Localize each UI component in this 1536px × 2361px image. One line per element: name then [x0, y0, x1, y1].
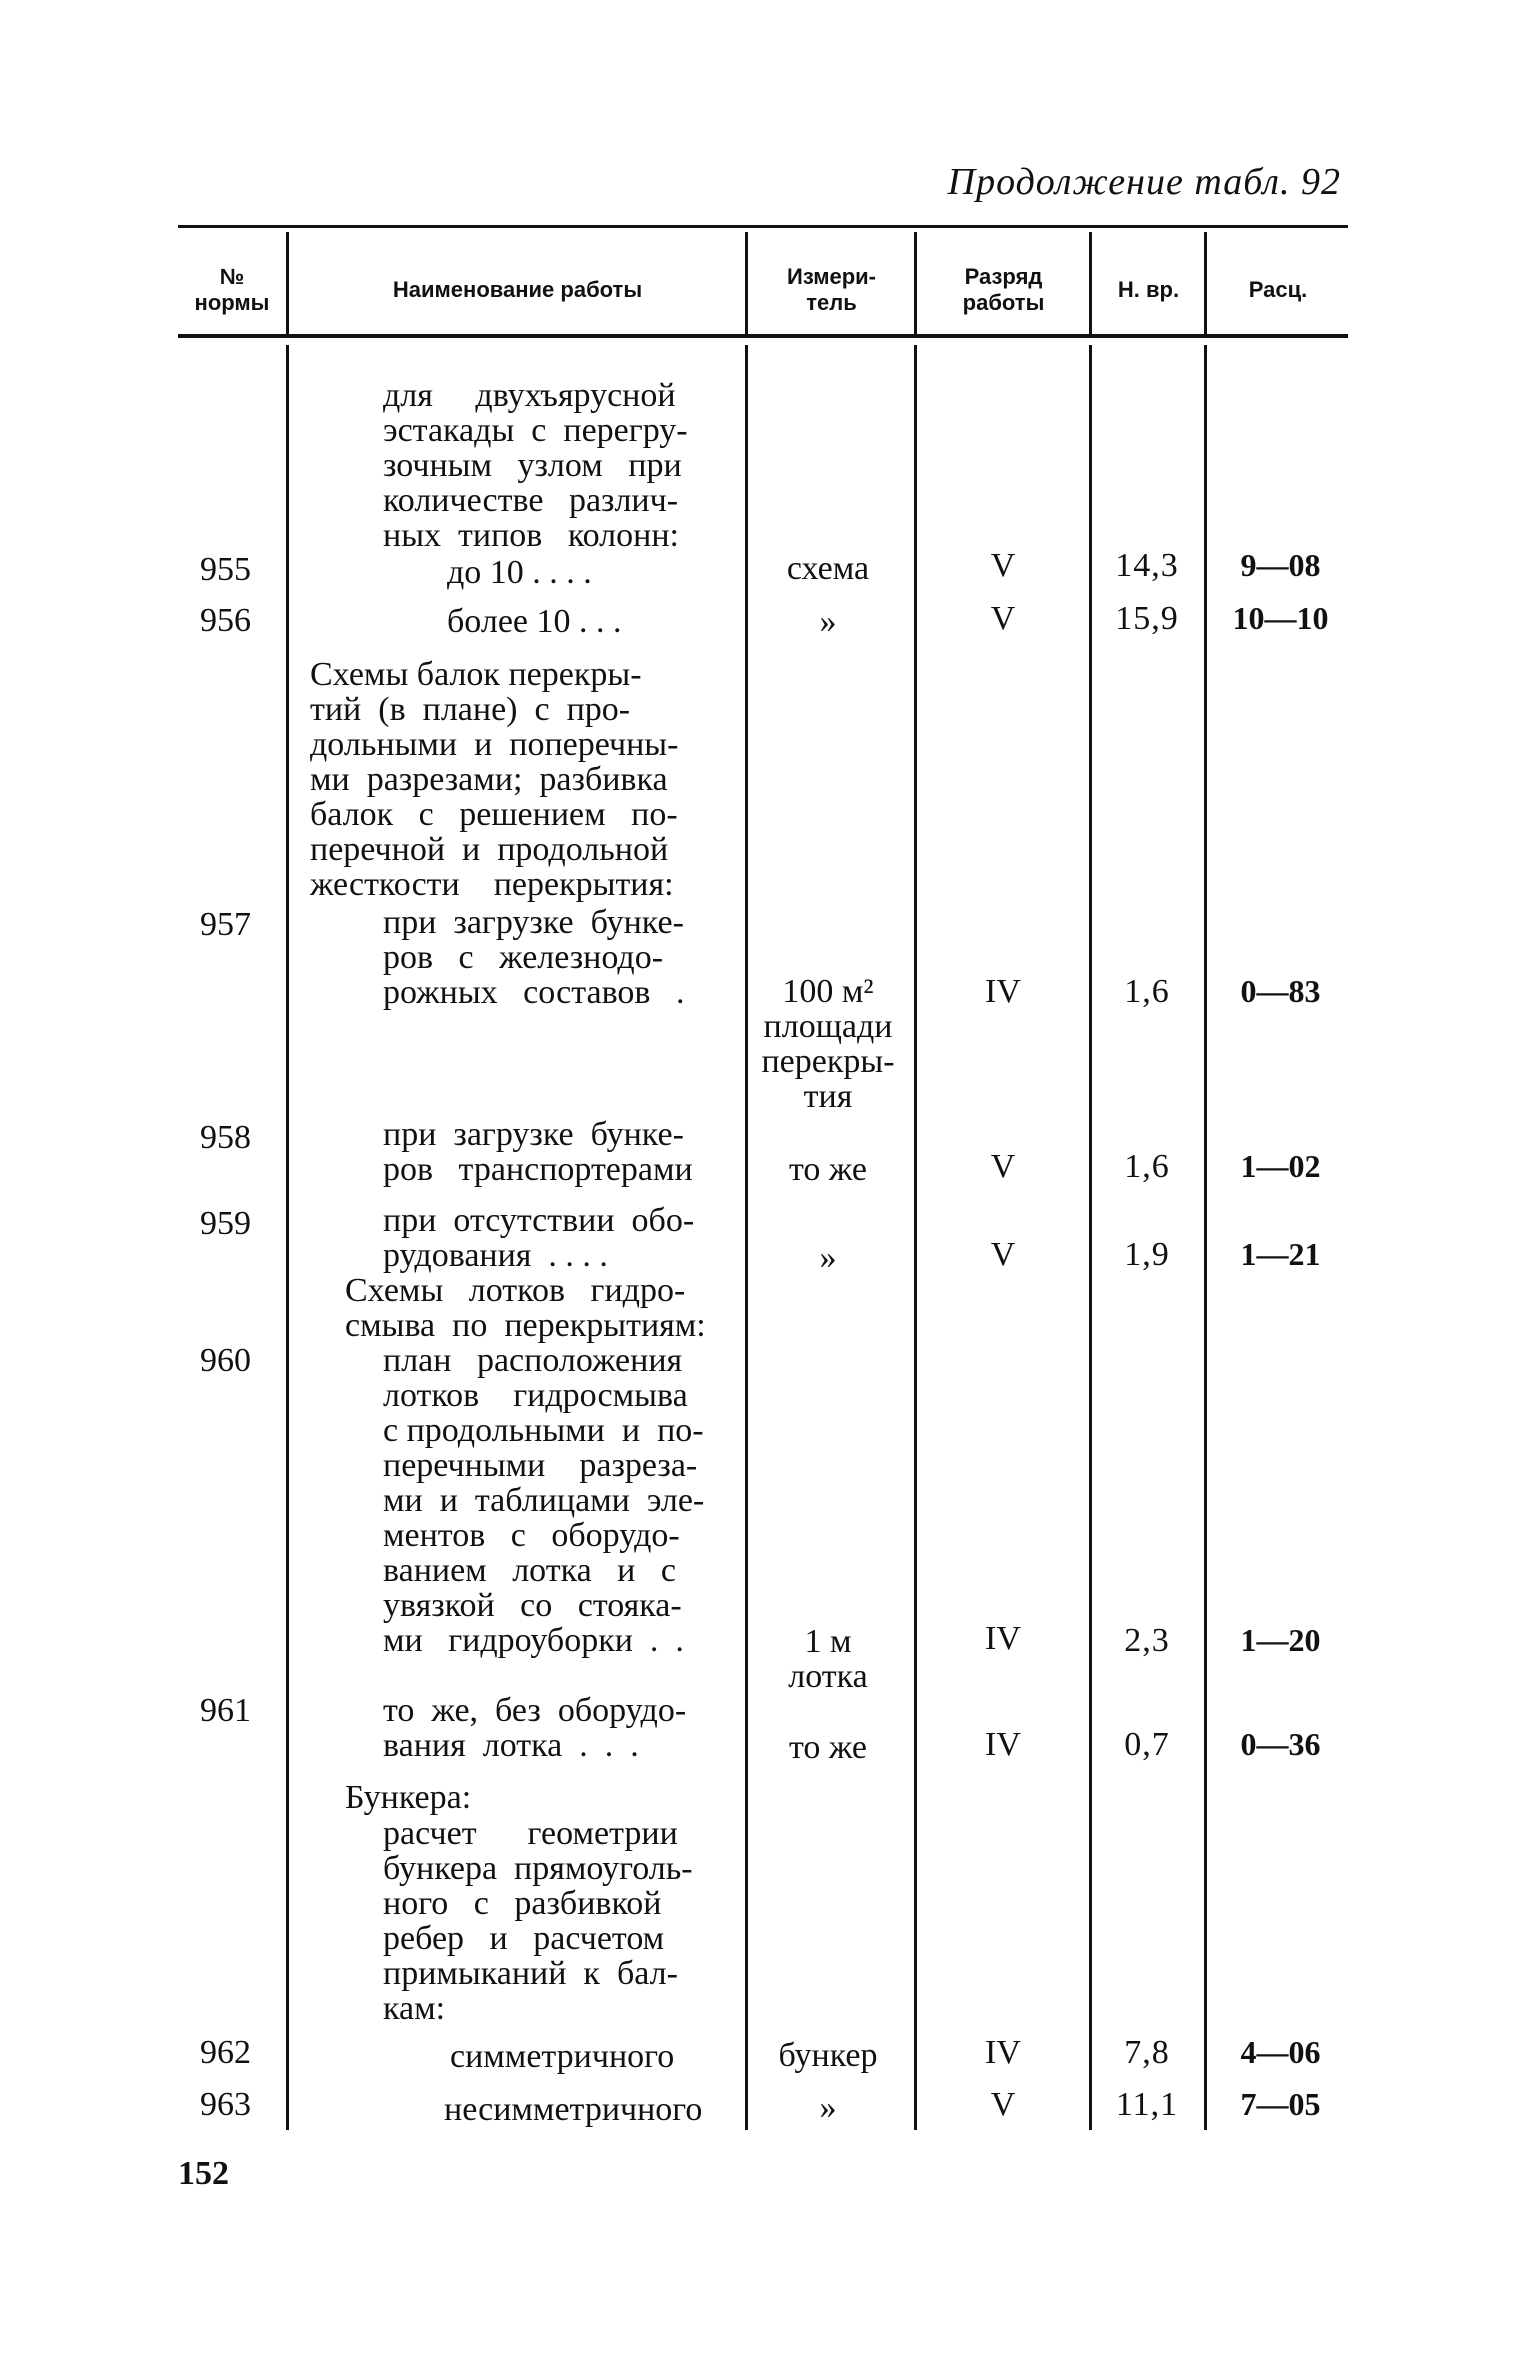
text-block: для двухъярусной эстакады с перегру- зочным узлом при количестве различ- ных типов колонн:: [383, 377, 688, 554]
category: V: [990, 547, 1016, 584]
text-block: Бункера:: [345, 1779, 472, 1816]
text-block: расчет геометрии бункера прямоуголь- ного с разбивкой ребер и расчетом примыканий к бал- кам:: [383, 1815, 693, 2027]
rate: 1—20: [1240, 1622, 1321, 1658]
header-name: Наименование работы: [392, 277, 643, 302]
norm-number: 959: [200, 1205, 251, 1242]
measure: 100 м² площади перекры- тия: [761, 973, 895, 1115]
category: IV: [985, 2034, 1021, 2071]
rate: 1—02: [1240, 1148, 1321, 1184]
text-block: Схемы балок перекры- тий (в плане) с про- дольными и поперечны- ми разрезами; разбивка балок с решением по- перечной и продольной жесткости перекрытия:: [310, 656, 679, 903]
category: IV: [985, 973, 1021, 1010]
time-norm: 14,3: [1115, 547, 1179, 584]
col-line: [286, 345, 289, 2130]
work-name: при отсутствии обо- рудования . . . .: [383, 1202, 695, 1274]
time-norm: 1,9: [1124, 1236, 1170, 1273]
rate: 0—36: [1240, 1726, 1321, 1762]
header-norm: Н. вр.: [1117, 277, 1180, 302]
norm-number: 957: [200, 906, 251, 943]
time-norm: 2,3: [1124, 1622, 1170, 1659]
col-line: [286, 232, 289, 335]
time-norm: 11,1: [1115, 2086, 1179, 2123]
work-name: симметричного: [450, 2038, 675, 2075]
norm-number: 955: [200, 551, 251, 588]
category: IV: [985, 1620, 1021, 1657]
time-norm: 0,7: [1124, 1726, 1170, 1763]
measure: бункер: [778, 2037, 878, 2074]
measure: »: [819, 1239, 837, 1276]
rate: 0—83: [1240, 973, 1321, 1009]
measure: то же: [788, 1151, 868, 1188]
col-line: [1089, 232, 1092, 335]
category: V: [990, 1236, 1016, 1273]
work-name: при загрузке бунке- ров с железнодо- рожных составов .: [383, 904, 685, 1011]
col-line: [914, 232, 917, 335]
category: IV: [985, 1726, 1021, 1763]
top-rule: [178, 225, 1348, 228]
rate: 9—08: [1240, 547, 1321, 583]
category: V: [990, 600, 1016, 637]
col-line: [1204, 345, 1207, 2130]
norm-number: 961: [200, 1692, 251, 1729]
category: V: [990, 1148, 1016, 1185]
measure: 1 м лотка: [788, 1623, 868, 1695]
col-line: [1204, 232, 1207, 335]
rate: 1—21: [1240, 1236, 1321, 1272]
work-name: до 10 . . . .: [447, 554, 592, 591]
header-num: № нормы: [194, 264, 270, 315]
work-name: план расположения лотков гидросмыва с продольными и по- перечными разреза- ми и таблицами эле- ментов с оборудо- ванием лотка и с увязкой со стояка- ми гидроуборки . .: [383, 1342, 705, 1659]
header-rate: Расц.: [1248, 277, 1308, 302]
page-number: 152: [178, 2155, 229, 2192]
norm-number: 963: [200, 2086, 251, 2123]
header-category: Разряд работы: [962, 264, 1045, 315]
rate: 7—05: [1240, 2086, 1321, 2122]
work-name: при загрузке бунке- ров транспортерами: [383, 1116, 693, 1188]
time-norm: 15,9: [1115, 600, 1179, 637]
col-line: [914, 345, 917, 2130]
rate: 4—06: [1240, 2034, 1321, 2070]
norm-number: 962: [200, 2034, 251, 2071]
header-measure: Измери- тель: [787, 264, 876, 315]
work-name: то же, без оборудо- вания лотка . . .: [383, 1692, 687, 1764]
measure: схема: [786, 550, 870, 587]
table-continuation-caption: Продолжение табл. 92: [947, 161, 1341, 203]
rate: 10—10: [1232, 600, 1329, 636]
norm-number: 956: [200, 602, 251, 639]
category: V: [990, 2086, 1016, 2123]
work-name: более 10 . . .: [447, 603, 622, 640]
time-norm: 1,6: [1124, 1148, 1170, 1185]
measure: »: [819, 2089, 837, 2126]
measure: »: [819, 603, 837, 640]
col-line: [745, 232, 748, 335]
norm-number: 960: [200, 1342, 251, 1379]
measure: то же: [788, 1729, 868, 1766]
norm-number: 958: [200, 1119, 251, 1156]
time-norm: 1,6: [1124, 973, 1170, 1010]
time-norm: 7,8: [1124, 2034, 1170, 2071]
work-name: несимметричного: [444, 2091, 703, 2128]
text-block: Схемы лотков гидро- смыва по перекрытиям:: [345, 1272, 706, 1344]
